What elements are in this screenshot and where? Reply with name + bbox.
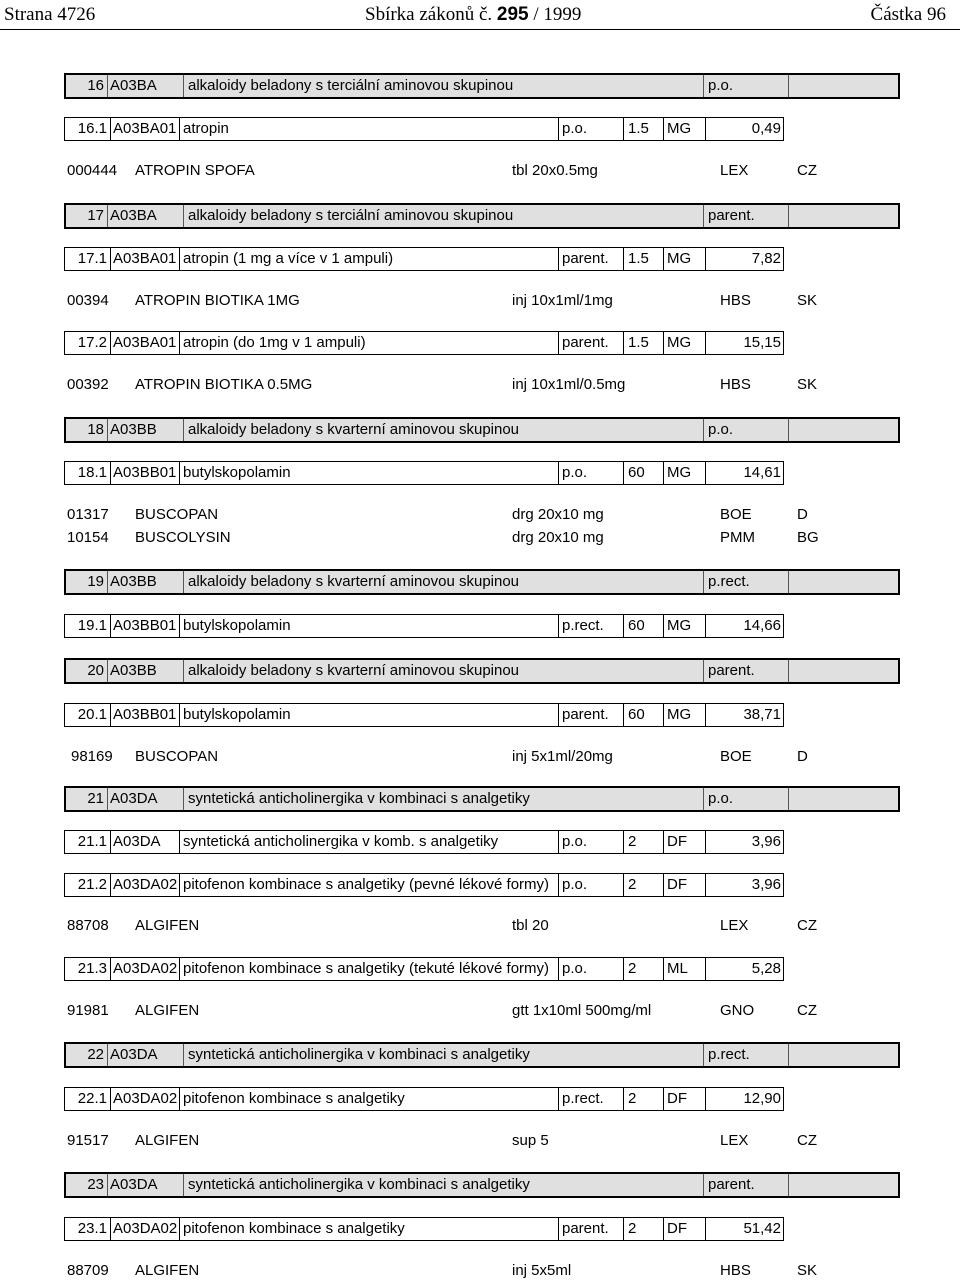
subgroup-row bbox=[64, 1087, 784, 1111]
subgroup-description: atropin bbox=[183, 120, 229, 137]
group-atc: A03DA bbox=[110, 1046, 158, 1063]
product-pack: sup 5 bbox=[512, 1132, 549, 1149]
subgroup-row bbox=[64, 247, 784, 271]
group-number: 17 bbox=[87, 207, 104, 224]
group-description: alkaloidy beladony s kvarterní aminovou skupinou bbox=[188, 421, 520, 438]
product-name: ALGIFEN bbox=[135, 1132, 200, 1149]
subgroup-description: atropin (do 1mg v 1 ampuli) bbox=[183, 334, 366, 351]
subgroup-number: 18.1 bbox=[77, 464, 107, 481]
subgroup-price: 5,28 bbox=[751, 960, 781, 977]
collection-title bbox=[365, 4, 581, 26]
subgroup-dose: 1.5 bbox=[628, 120, 649, 137]
product-holder: LEX bbox=[720, 1132, 749, 1149]
subgroup-unit: DF bbox=[667, 833, 687, 850]
group-row bbox=[64, 1172, 900, 1198]
product-row bbox=[0, 526, 960, 550]
group-number: 23 bbox=[87, 1176, 104, 1193]
subgroup-unit: MG bbox=[667, 464, 692, 481]
subgroup-atc: A03BB01 bbox=[113, 464, 177, 481]
product-holder: HBS bbox=[720, 376, 751, 393]
header-divider bbox=[0, 29, 960, 30]
collection-number: 295 bbox=[496, 4, 529, 25]
group-route: p.o. bbox=[708, 421, 734, 438]
subgroup-price: 0,49 bbox=[751, 120, 781, 137]
group-row bbox=[64, 73, 900, 99]
product-row bbox=[0, 159, 960, 183]
product-pack: inj 10x1ml/0.5mg bbox=[512, 376, 626, 393]
product-row bbox=[0, 289, 960, 313]
subgroup-unit: DF bbox=[667, 1090, 687, 1107]
product-country: CZ bbox=[797, 1002, 817, 1019]
group-atc: A03DA bbox=[110, 790, 158, 807]
product-pack: gtt 1x10ml 500mg/ml bbox=[512, 1002, 652, 1019]
subgroup-dose: 2 bbox=[628, 1220, 637, 1237]
product-name: ALGIFEN bbox=[135, 1002, 200, 1019]
subgroup-row bbox=[64, 703, 784, 727]
subgroup-unit: MG bbox=[667, 334, 692, 351]
product-holder: LEX bbox=[720, 917, 749, 934]
product-code: 91981 bbox=[67, 1002, 109, 1019]
subgroup-row bbox=[64, 957, 784, 981]
product-code: 00394 bbox=[67, 292, 109, 309]
group-route: parent. bbox=[708, 1176, 755, 1193]
subgroup-price: 51,42 bbox=[743, 1220, 781, 1237]
subgroup-atc: A03DA02 bbox=[113, 960, 178, 977]
product-holder: HBS bbox=[720, 292, 751, 309]
subgroup-atc: A03DA02 bbox=[113, 1090, 178, 1107]
subgroup-dose: 2 bbox=[628, 876, 637, 893]
product-code: 91517 bbox=[67, 1132, 109, 1149]
product-country: D bbox=[797, 748, 808, 765]
group-route: p.o. bbox=[708, 790, 734, 807]
subgroup-atc: A03BB01 bbox=[113, 617, 177, 634]
subgroup-row bbox=[64, 1217, 784, 1241]
product-name: ATROPIN BIOTIKA 1MG bbox=[135, 292, 300, 309]
product-name: BUSCOPAN bbox=[135, 748, 219, 765]
group-row bbox=[64, 658, 900, 684]
product-name: ATROPIN SPOFA bbox=[135, 162, 255, 179]
product-country: SK bbox=[797, 1262, 818, 1279]
subgroup-dose: 60 bbox=[628, 706, 645, 723]
product-holder: HBS bbox=[720, 1262, 751, 1279]
group-route: p.rect. bbox=[708, 573, 750, 590]
subgroup-unit: MG bbox=[667, 617, 692, 634]
subgroup-number: 17.1 bbox=[77, 250, 107, 267]
product-pack: drg 20x10 mg bbox=[512, 506, 604, 523]
subgroup-description: pitofenon kombinace s analgetiky bbox=[183, 1090, 405, 1107]
subgroup-number: 21.2 bbox=[77, 876, 107, 893]
subgroup-route: p.o. bbox=[562, 960, 588, 977]
product-code: 88709 bbox=[67, 1262, 109, 1279]
subgroup-price: 38,71 bbox=[743, 706, 781, 723]
product-code: 98169 bbox=[71, 748, 113, 765]
group-route: p.o. bbox=[708, 77, 734, 94]
subgroup-description: pitofenon kombinace s analgetiky (tekuté lékové formy) bbox=[183, 960, 550, 977]
subgroup-row bbox=[64, 873, 784, 897]
subgroup-route: parent. bbox=[562, 334, 609, 351]
group-row bbox=[64, 569, 900, 595]
product-holder: BOE bbox=[720, 506, 752, 523]
group-route: parent. bbox=[708, 207, 755, 224]
subgroup-route: p.o. bbox=[562, 833, 588, 850]
subgroup-number: 17.2 bbox=[77, 334, 107, 351]
product-country: CZ bbox=[797, 162, 817, 179]
product-name: BUSCOLYSIN bbox=[135, 529, 231, 546]
group-row bbox=[64, 203, 900, 229]
group-atc: A03DA bbox=[110, 1176, 158, 1193]
product-name: ATROPIN BIOTIKA 0.5MG bbox=[135, 376, 313, 393]
product-pack: inj 5x1ml/20mg bbox=[512, 748, 613, 765]
subgroup-dose: 2 bbox=[628, 833, 637, 850]
group-description: syntetická anticholinergika v kombinaci s analgetiky bbox=[188, 1176, 530, 1193]
group-row bbox=[64, 786, 900, 812]
group-row bbox=[64, 1042, 900, 1068]
group-number: 19 bbox=[87, 573, 104, 590]
product-code: 00392 bbox=[67, 376, 109, 393]
subgroup-row bbox=[64, 614, 784, 638]
subgroup-number: 22.1 bbox=[77, 1090, 107, 1107]
group-route: p.rect. bbox=[708, 1046, 750, 1063]
subgroup-number: 21.1 bbox=[77, 833, 107, 850]
subgroup-dose: 2 bbox=[628, 960, 637, 977]
subgroup-description: butylskopolamin bbox=[183, 464, 291, 481]
subgroup-dose: 1.5 bbox=[628, 250, 649, 267]
subgroup-row bbox=[64, 117, 784, 141]
subgroup-unit: ML bbox=[667, 960, 688, 977]
subgroup-route: parent. bbox=[562, 250, 609, 267]
subgroup-description: syntetická anticholinergika v komb. s analgetiky bbox=[183, 833, 499, 850]
product-pack: drg 20x10 mg bbox=[512, 529, 604, 546]
subgroup-unit: MG bbox=[667, 706, 692, 723]
subgroup-dose: 2 bbox=[628, 1090, 637, 1107]
group-atc: A03BB bbox=[110, 421, 157, 438]
group-number: 21 bbox=[87, 790, 104, 807]
subgroup-route: parent. bbox=[562, 706, 609, 723]
product-code: 88708 bbox=[67, 917, 109, 934]
group-atc: A03BA bbox=[110, 77, 157, 94]
subgroup-row bbox=[64, 461, 784, 485]
product-country: BG bbox=[797, 529, 819, 546]
subgroup-unit: DF bbox=[667, 1220, 687, 1237]
group-description: alkaloidy beladony s terciální aminovou skupinou bbox=[188, 207, 514, 224]
product-country: CZ bbox=[797, 917, 817, 934]
group-description: alkaloidy beladony s kvarterní aminovou skupinou bbox=[188, 573, 520, 590]
subgroup-description: pitofenon kombinace s analgetiky bbox=[183, 1220, 405, 1237]
product-holder: BOE bbox=[720, 748, 752, 765]
subgroup-route: p.rect. bbox=[562, 617, 604, 634]
subgroup-price: 14,66 bbox=[743, 617, 781, 634]
subgroup-atc: A03BA01 bbox=[113, 250, 177, 267]
subgroup-price: 15,15 bbox=[743, 334, 781, 351]
subgroup-description: atropin (1 mg a více v 1 ampuli) bbox=[183, 250, 394, 267]
product-country: D bbox=[797, 506, 808, 523]
issue-number: Částka 96 bbox=[870, 4, 946, 25]
subgroup-unit: MG bbox=[667, 120, 692, 137]
product-country: SK bbox=[797, 376, 818, 393]
subgroup-row bbox=[64, 331, 784, 355]
group-description: syntetická anticholinergika v kombinaci s analgetiky bbox=[188, 790, 530, 807]
subgroup-description: butylskopolamin bbox=[183, 617, 291, 634]
subgroup-route: p.o. bbox=[562, 120, 588, 137]
subgroup-description: pitofenon kombinace s analgetiky (pevné lékové formy) bbox=[183, 876, 550, 893]
group-atc: A03BA bbox=[110, 207, 157, 224]
subgroup-price: 12,90 bbox=[743, 1090, 781, 1107]
group-number: 20 bbox=[87, 662, 104, 679]
group-row bbox=[64, 417, 900, 443]
subgroup-number: 20.1 bbox=[77, 706, 107, 723]
group-number: 22 bbox=[87, 1046, 104, 1063]
product-code: 10154 bbox=[67, 529, 109, 546]
subgroup-atc: A03DA02 bbox=[113, 876, 178, 893]
product-pack: tbl 20x0.5mg bbox=[512, 162, 598, 179]
subgroup-number: 21.3 bbox=[77, 960, 107, 977]
subgroup-atc: A03BA01 bbox=[113, 334, 177, 351]
product-row bbox=[0, 1129, 960, 1153]
collection-prefix: Sbírka zákonů č. bbox=[365, 4, 497, 25]
subgroup-price: 3,96 bbox=[751, 876, 781, 893]
subgroup-price: 7,82 bbox=[751, 250, 781, 267]
group-number: 16 bbox=[87, 77, 104, 94]
subgroup-atc: A03BB01 bbox=[113, 706, 177, 723]
subgroup-route: parent. bbox=[562, 1220, 609, 1237]
subgroup-dose: 1.5 bbox=[628, 334, 649, 351]
subgroup-description: butylskopolamin bbox=[183, 706, 291, 723]
group-description: syntetická anticholinergika v kombinaci s analgetiky bbox=[188, 1046, 530, 1063]
product-row bbox=[0, 373, 960, 397]
subgroup-price: 3,96 bbox=[751, 833, 781, 850]
group-atc: A03BB bbox=[110, 662, 157, 679]
product-name: BUSCOPAN bbox=[135, 506, 219, 523]
subgroup-number: 19.1 bbox=[77, 617, 107, 634]
product-holder: LEX bbox=[720, 162, 749, 179]
group-route: parent. bbox=[708, 662, 755, 679]
subgroup-route: p.rect. bbox=[562, 1090, 604, 1107]
subgroup-unit: DF bbox=[667, 876, 687, 893]
subgroup-number: 16.1 bbox=[77, 120, 107, 137]
subgroup-atc: A03BA01 bbox=[113, 120, 177, 137]
product-pack: inj 10x1ml/1mg bbox=[512, 292, 613, 309]
product-country: SK bbox=[797, 292, 818, 309]
subgroup-number: 23.1 bbox=[77, 1220, 107, 1237]
product-row bbox=[0, 503, 960, 527]
product-country: CZ bbox=[797, 1132, 817, 1149]
page-header bbox=[0, 0, 960, 30]
product-row bbox=[0, 745, 960, 769]
group-description: alkaloidy beladony s kvarterní aminovou skupinou bbox=[188, 662, 520, 679]
product-holder: PMM bbox=[720, 529, 755, 546]
product-pack: inj 5x5ml bbox=[512, 1262, 572, 1279]
subgroup-atc: A03DA bbox=[113, 833, 161, 850]
product-name: ALGIFEN bbox=[135, 917, 200, 934]
product-row bbox=[0, 999, 960, 1023]
page-number: Strana 4726 bbox=[4, 4, 96, 25]
product-name: ALGIFEN bbox=[135, 1262, 200, 1279]
subgroup-unit: MG bbox=[667, 250, 692, 267]
group-description: alkaloidy beladony s terciální aminovou skupinou bbox=[188, 77, 514, 94]
product-row bbox=[0, 914, 960, 938]
group-atc: A03BB bbox=[110, 573, 157, 590]
product-holder: GNO bbox=[720, 1002, 755, 1019]
collection-year: / 1999 bbox=[528, 4, 582, 25]
product-pack: tbl 20 bbox=[512, 917, 549, 934]
subgroup-row bbox=[64, 830, 784, 854]
subgroup-dose: 60 bbox=[628, 464, 645, 481]
subgroup-route: p.o. bbox=[562, 464, 588, 481]
subgroup-atc: A03DA02 bbox=[113, 1220, 178, 1237]
product-row bbox=[0, 1259, 960, 1283]
group-number: 18 bbox=[87, 421, 104, 438]
product-code: 01317 bbox=[67, 506, 109, 523]
product-code: 000444 bbox=[67, 162, 118, 179]
subgroup-dose: 60 bbox=[628, 617, 645, 634]
subgroup-price: 14,61 bbox=[743, 464, 781, 481]
subgroup-route: p.o. bbox=[562, 876, 588, 893]
